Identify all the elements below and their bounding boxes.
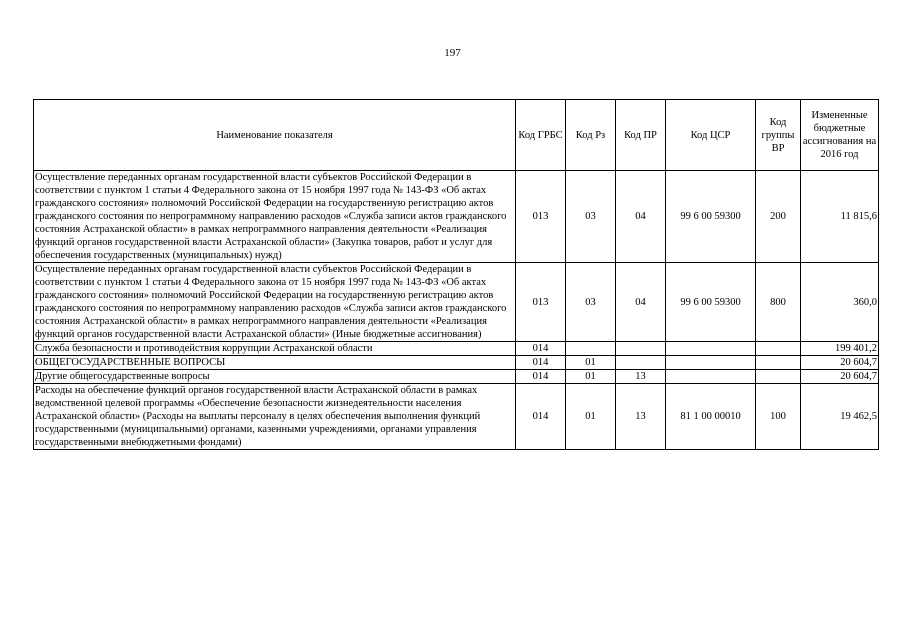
row-pr <box>616 342 666 356</box>
row-name: Другие общегосударственные вопросы <box>34 370 516 384</box>
table-row <box>34 342 879 356</box>
row-amount: 20 604,7 <box>801 370 879 384</box>
row-name: Осуществление переданных органам государственной власти субъектов Российской Федерации в соответствии с пунктом 1 статьи 4 Федерального закона от 15 ноября 1997 года № 143-ФЗ «Об актах гражданского состояния» полномочий Российской Федерации на государственную регистрацию актов гражданского состояния по непрограммному направлению расходов «Служба записи актов гражданского состояния Астраханской области» в рамках непрограммного направления деятельности «Реализация функций органов государственной власти Астраханской области» (Иные бюджетные ассигнования) <box>34 263 516 342</box>
row-csr <box>666 342 756 356</box>
row-pr <box>616 356 666 370</box>
row-pr: 13 <box>616 370 666 384</box>
row-vr: 800 <box>756 263 801 342</box>
row-amount: 360,0 <box>801 263 879 342</box>
row-rz: 03 <box>566 263 616 342</box>
table-row <box>34 356 879 370</box>
row-vr: 200 <box>756 171 801 263</box>
header-rz: Код Рз <box>566 100 616 171</box>
row-grbs: 013 <box>516 171 566 263</box>
row-vr <box>756 342 801 356</box>
row-name: Расходы на обеспечение функций органов государственной власти Астраханской области в рамках ведомственной целевой программы «Обеспечение безопасности жизнедеятельности населения Астраханской области» (Расходы на выплаты персоналу в целях обеспечения выполнения функций государственными (муниципальными) органами, казенными учреждениями, органами управления государственными внебюджетными фондами) <box>34 384 516 450</box>
row-amount: 199 401,2 <box>801 342 879 356</box>
row-pr: 04 <box>616 171 666 263</box>
row-amount: 20 604,7 <box>801 356 879 370</box>
header-grbs: Код ГРБС <box>516 100 566 171</box>
row-csr <box>666 356 756 370</box>
header-row <box>34 100 879 171</box>
row-grbs: 014 <box>516 356 566 370</box>
table-row <box>34 263 879 342</box>
row-grbs: 014 <box>516 384 566 450</box>
row-csr <box>666 370 756 384</box>
row-vr <box>756 356 801 370</box>
header-name: Наименование показателя <box>34 100 516 171</box>
header-vr: Код группы ВР <box>756 100 801 171</box>
row-rz: 01 <box>566 384 616 450</box>
row-name: Служба безопасности и противодействия коррупции Астраханской области <box>34 342 516 356</box>
row-csr: 99 6 00 59300 <box>666 263 756 342</box>
header-pr: Код ПР <box>616 100 666 171</box>
row-rz <box>566 342 616 356</box>
row-grbs: 013 <box>516 263 566 342</box>
row-grbs: 014 <box>516 342 566 356</box>
row-rz: 03 <box>566 171 616 263</box>
row-csr: 81 1 00 00010 <box>666 384 756 450</box>
budget-table <box>33 99 879 450</box>
row-name: ОБЩЕГОСУДАРСТВЕННЫЕ ВОПРОСЫ <box>34 356 516 370</box>
row-grbs: 014 <box>516 370 566 384</box>
row-vr: 100 <box>756 384 801 450</box>
row-amount: 11 815,6 <box>801 171 879 263</box>
row-csr: 99 6 00 59300 <box>666 171 756 263</box>
row-pr: 13 <box>616 384 666 450</box>
header-amount: Измененные бюджетные ассигнования на 2016 год <box>801 100 879 171</box>
row-rz: 01 <box>566 356 616 370</box>
row-name: Осуществление переданных органам государственной власти субъектов Российской Федерации в соответствии с пунктом 1 статьи 4 Федерального закона от 15 ноября 1997 года № 143-ФЗ «Об актах гражданского состояния» полномочий Российской Федерации на государственную регистрацию актов гражданского состояния по непрограммному направлению расходов «Служба записи актов гражданского состояния Астраханской области» в рамках непрограммного направления деятельности «Реализация функций органов государственной власти Астраханской области» (Закупка товаров, работ и услуг для обеспечения государственных (муниципальных) нужд) <box>34 171 516 263</box>
row-amount: 19 462,5 <box>801 384 879 450</box>
row-rz: 01 <box>566 370 616 384</box>
table-row <box>34 171 879 263</box>
table-row <box>34 384 879 450</box>
header-csr: Код ЦСР <box>666 100 756 171</box>
page-number: 197 <box>444 47 461 59</box>
table-row <box>34 370 879 384</box>
row-vr <box>756 370 801 384</box>
row-pr: 04 <box>616 263 666 342</box>
